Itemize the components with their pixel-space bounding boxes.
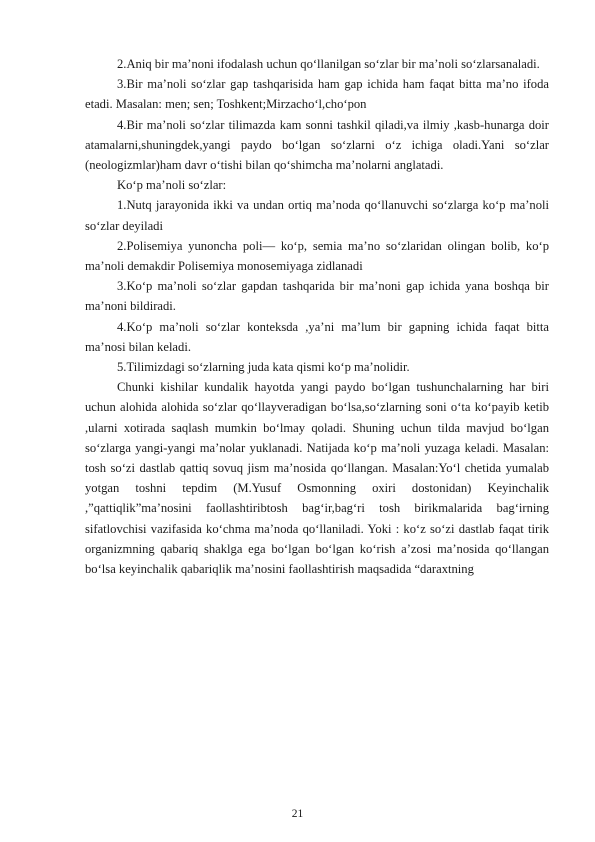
paragraph: Chunki kishilar kundalik hayotda yangi paydo bo‘lgan tushunchalarning har biri uchun alohida alohida so‘zlar qo‘llayveradigan bo‘lsa,so‘zlarning soni o‘ta ko‘payib ketib ,ularni xotirada saqlash mumkin bo‘lmay qoladi. Shuning uchun tilda mavjud bo‘lgan so‘zlarga yangi-yangi ma’nolar yuklanadi. Natijada ko‘p ma’noli yuzaga keladi. Masalan: tosh so‘zi dastlab qattiq sovuq jism ma’nosida qo‘llangan. Masalan:Yo‘l chetida yumalab yotgan toshni tepdim (M.Yusuf Osmonning oxiri dostonidan) Keyinchalik ,”qattiqlik”ma’nosini faollashtiribtosh bag‘ir,bag‘ri tosh birikmalarida bag‘irning sifatlovchisi vazifasida ko‘chma ma’noda qo‘llaniladi. Yoki : ko‘z so‘zi dastlab faqat tirik organizmning qabariq shaklga ega bo‘lgan bo‘lgan ko‘rish a’zosi ma’nosida qo‘llangan bo‘lsa keyinchalik qabariqlik ma’nosini faollashtirish maqsadida “daraxtning [85, 380, 549, 577]
paragraph: 2.Polisemiya yunoncha poli— ko‘p, semia ma’no so‘zlaridan olingan bolib, ko‘p ma’noli demakdir Polisemiya monosemiyaga zidlanadi [85, 238, 549, 274]
paragraph: 2.Aniq bir ma’noni ifodalash uchun qo‘llanilgan so‘zlar bir ma’noli so‘zlarsanaladi. [117, 57, 540, 71]
section-heading: Ko‘p ma’noli so‘zlar: [117, 178, 227, 193]
paragraph: 4.Ko‘p ma’noli so‘zlar konteksda ,ya’ni ma’lum bir gapning ichida faqat bitta ma’nosi bilan keladi. [85, 319, 549, 354]
paragraph: 3.Ko‘p ma’noli so‘zlar gapdan tashqarida bir ma’noni gap ichida yana boshqa bir ma’noni bildiradi. [85, 279, 549, 314]
paragraph: 1.Nutq jarayonida ikki va undan ortiq ma’noda qo‘llanuvchi so‘zlarga ko‘p ma’noli so‘zlar deyiladi [85, 198, 549, 233]
paragraph: 3.Bir ma’noli so‘zlar gap tashqarisida ham gap ichida ham faqat bitta ma’no ifoda etadi. Masalan: men; sen; Toshkent;Mirzacho‘l,cho‘pon [85, 77, 549, 112]
page-number: 21 [291, 808, 304, 820]
page-body [85, 54, 549, 579]
paragraph: 5.Tilimizdagi so‘zlarning juda kata qismi ko‘p ma’nolidir. [117, 360, 410, 375]
paragraph: 4.Bir ma’noli so‘zlar tilimazda kam sonni tashkil qiladi,va ilmiy ,kasb-hunarga doir atamalarni,shuningdek,yangi paydo bo‘lgan so‘zlarni o‘z ichiga oladi.Yani so‘zlar (neologizmlar)ham davr o‘tishi bilan qo‘shimcha ma’nolarni anglatadi. [85, 117, 549, 173]
